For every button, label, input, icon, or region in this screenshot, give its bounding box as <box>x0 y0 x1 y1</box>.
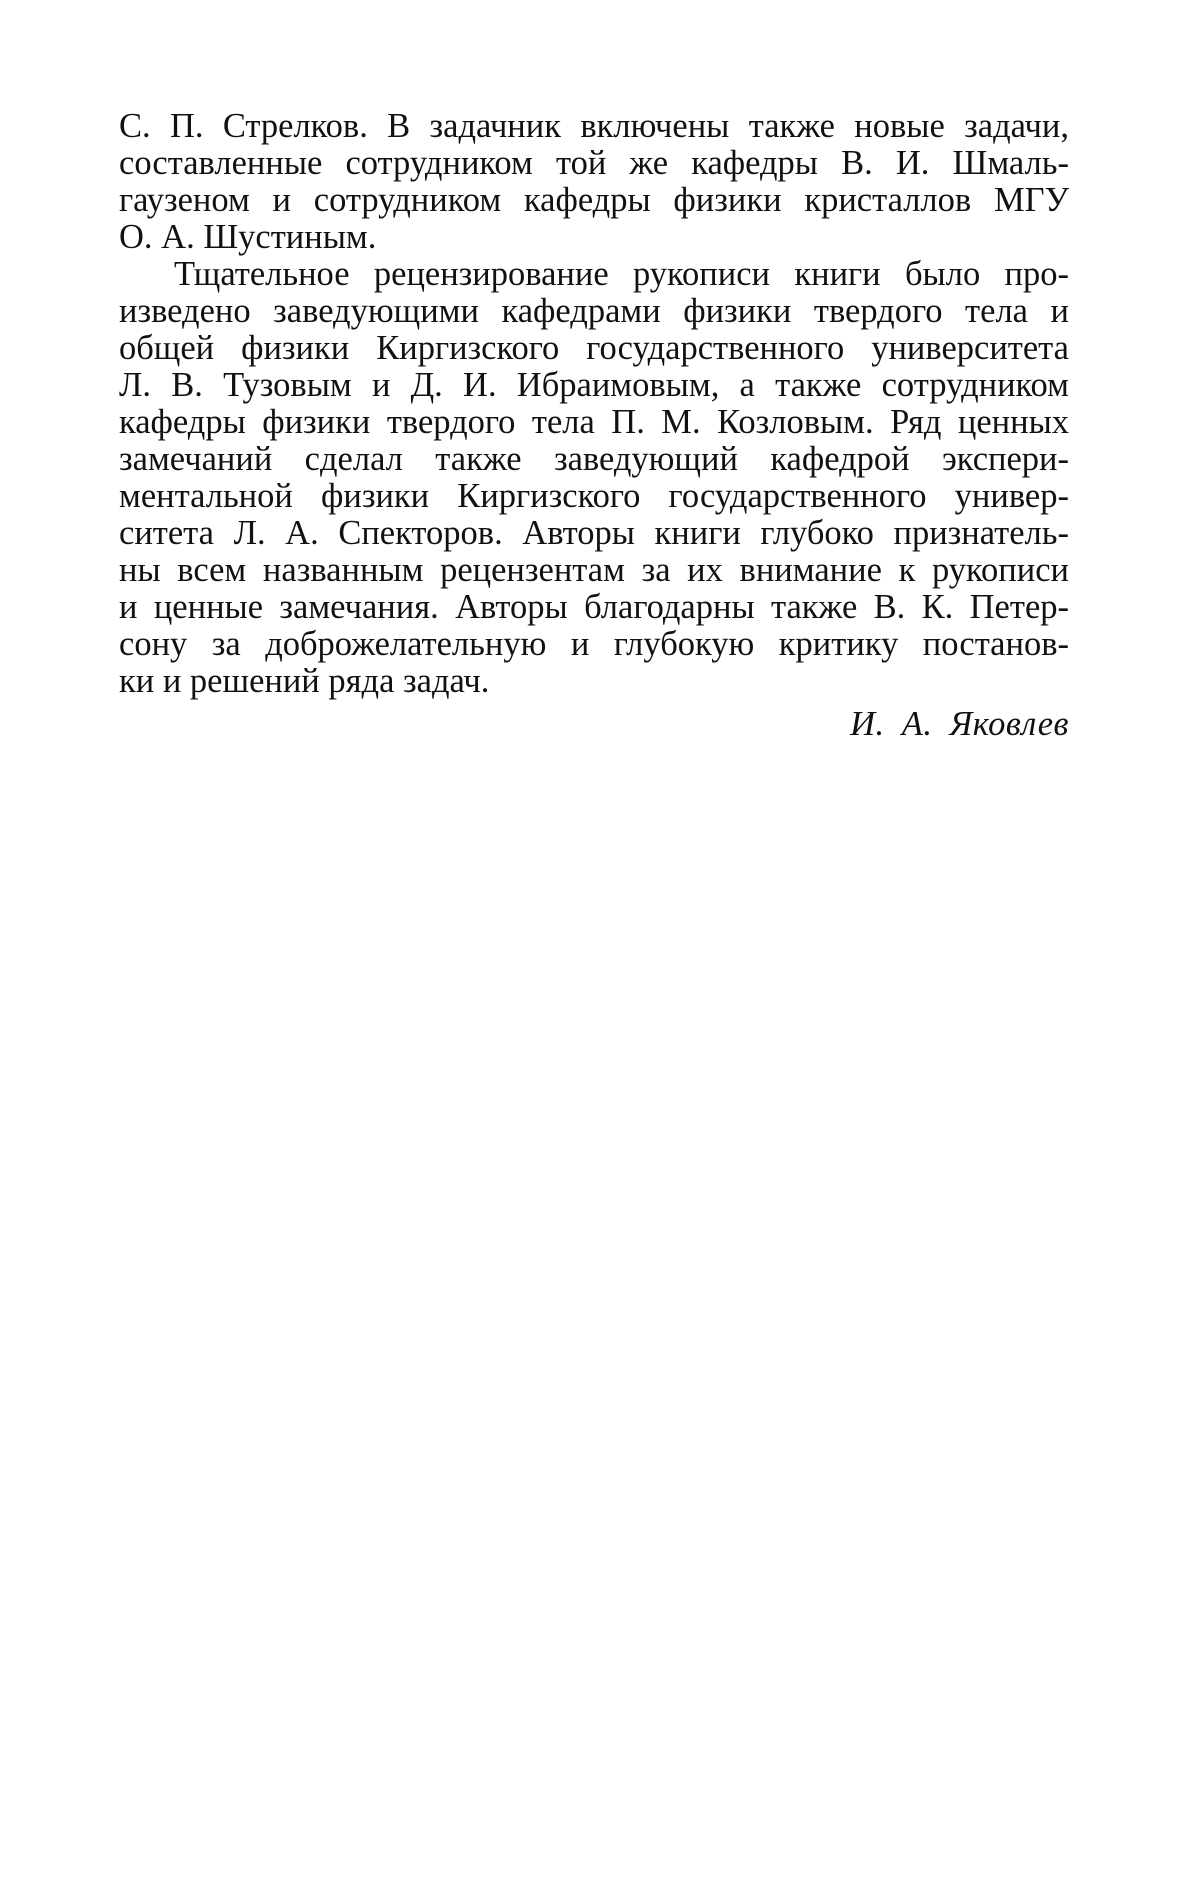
text-line: Л. В. Тузовым и Д. И. Ибраимовым, а также сотрудником <box>119 366 1069 404</box>
text-line: кафедры физики твердого тела П. М. Козловым. Ряд ценных <box>119 403 1069 441</box>
text-line: изведено заведующими кафедрами физики твердого тела и <box>119 292 1069 330</box>
text-line: гаузеном и сотрудником кафедры физики кристаллов МГУ <box>119 181 1069 219</box>
text-line: сону за доброжелательную и глубокую критику постанов- <box>119 625 1069 663</box>
text-line: С. П. Стрелков. В задачник включены также новые задачи, <box>119 107 1069 145</box>
text-line: замечаний сделал также заведующий кафедрой экспери- <box>119 440 1069 478</box>
text-line: Тщательное рецензирование рукописи книги было про- <box>174 255 1069 293</box>
paragraph-1 <box>119 108 1069 256</box>
text-line: ментальной физики Киргизского государственного универ- <box>119 477 1069 515</box>
text-line: составленные сотрудником той же кафедры В. И. Шмаль- <box>119 144 1069 182</box>
text-line: ны всем названным рецензентам за их внимание к рукописи <box>119 551 1069 589</box>
author-signature: И. А. Яковлев <box>850 705 1069 743</box>
text-line: и ценные замечания. Авторы благодарны также В. К. Петер- <box>119 588 1069 626</box>
text-line: ситета Л. А. Спекторов. Авторы книги глубоко признатель- <box>119 514 1069 552</box>
text-line: ки и решений ряда задач. <box>119 662 490 700</box>
paragraph-2 <box>119 256 1069 700</box>
text-line: общей физики Киргизского государственного университета <box>119 329 1069 367</box>
text-block <box>119 108 1069 746</box>
text-line: О. А. Шустиным. <box>119 218 377 256</box>
